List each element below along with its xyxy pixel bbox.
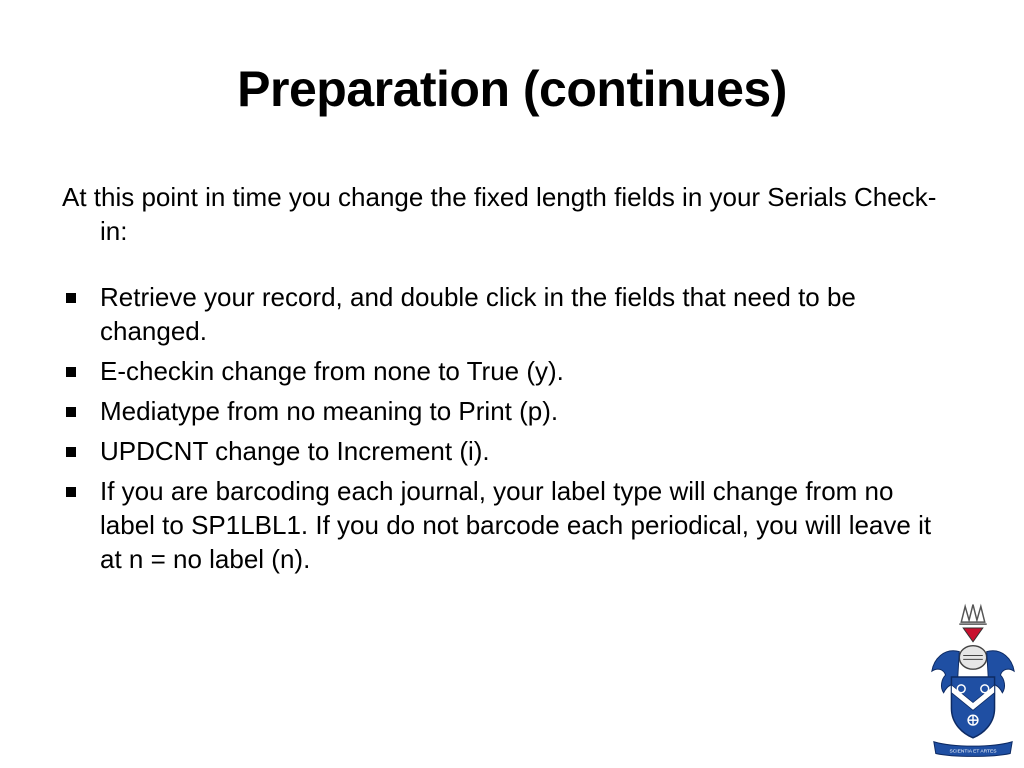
- list-item: [62, 280, 942, 348]
- crest-helm: [959, 646, 986, 670]
- list-item: [62, 394, 942, 428]
- bullet-text: UPDCNT change to Increment (i).: [100, 436, 490, 466]
- bullet-text: E-checkin change from none to True (y).: [100, 356, 564, 386]
- crest-red-triangle: [963, 628, 983, 642]
- slide-title: Preparation (continues): [237, 61, 787, 117]
- square-bullet-icon: [66, 407, 76, 417]
- square-bullet-icon: [66, 487, 76, 497]
- bullet-text: If you are barcoding each journal, your label type will change from no label to SP1LBL1. If you do not barcode each periodical, you will leave it at n = no label (n).: [100, 476, 932, 574]
- square-bullet-icon: [66, 447, 76, 457]
- crest-crown: [959, 605, 986, 625]
- bullet-list: [62, 280, 942, 576]
- slide-body: [62, 180, 942, 582]
- crest-motto-text: SCIENTIA ET ARTES: [949, 749, 997, 755]
- bullet-text: Mediatype from no meaning to Print (p).: [100, 396, 559, 426]
- university-crest-logo: [924, 600, 1022, 758]
- intro-paragraph: At this point in time you change the fixed length fields in your Serials Check-in:: [62, 182, 937, 246]
- square-bullet-icon: [66, 367, 76, 377]
- list-item: [62, 434, 942, 468]
- bullet-text: Retrieve your record, and double click in the fields that need to be changed.: [100, 282, 856, 346]
- list-item: [62, 354, 942, 388]
- square-bullet-icon: [66, 293, 76, 303]
- list-item: [62, 474, 942, 576]
